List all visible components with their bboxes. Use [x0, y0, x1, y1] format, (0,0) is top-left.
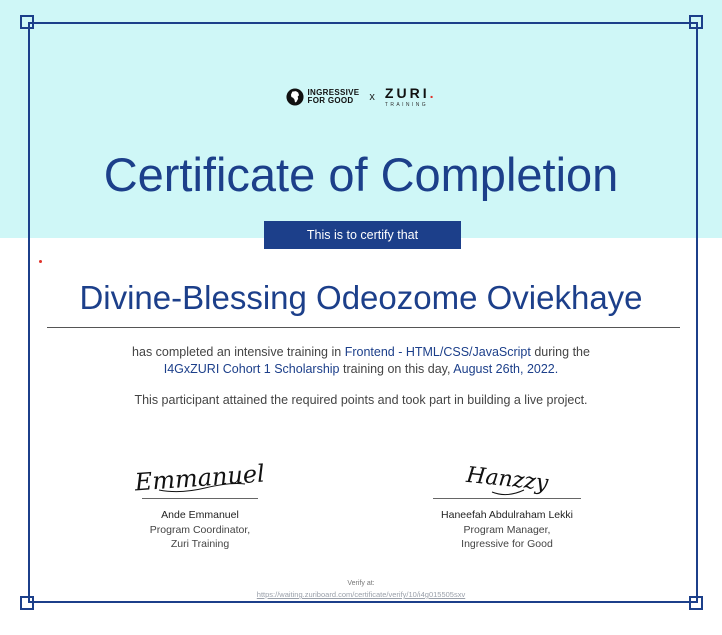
signature-text-right: Hanzzy: [465, 462, 550, 497]
ifg-line-2: FOR GOOD: [307, 96, 354, 105]
project-statement: This participant attained the required points and took part in building a live project.: [134, 393, 588, 407]
program-name: I4GxZURI Cohort 1 Scholarship: [163, 362, 340, 376]
signature-emmanuel: [120, 452, 280, 498]
certificate-title: Certificate of Completion: [103, 148, 619, 201]
signatory-org-right: Ingressive for Good: [461, 538, 553, 550]
signatory-left: [120, 452, 280, 551]
desc-mid: during the: [534, 345, 590, 359]
corner-ornament-top-right: [689, 15, 703, 29]
signature-hanzzy: [427, 452, 587, 498]
completion-description: [90, 344, 632, 378]
desc-prefix: has completed an intensive training in: [132, 345, 342, 359]
signature-line-left: [142, 498, 258, 499]
zuri-subtitle: TRAINING: [384, 102, 429, 108]
africa-globe-icon: [286, 88, 304, 106]
desc-mid2: training on this day,: [343, 362, 451, 376]
corner-ornament-top-left: [20, 15, 34, 29]
signatory-name-right: Haneefah Abdulraham Lekki: [441, 509, 573, 521]
signatory-role-right: Program Manager,: [463, 524, 551, 536]
verify-link[interactable]: https://waiting.zuriboard.com/certificate/verify/10/i4g015505sxv: [256, 590, 466, 599]
signatory-org-left: Zuri Training: [170, 538, 230, 550]
zuri-red-dot: .: [429, 85, 437, 101]
signatory-role-left: Program Coordinator,: [149, 524, 251, 536]
certify-banner: This is to certify that: [264, 221, 461, 249]
zuri-wordmark: ZURI: [384, 85, 430, 101]
signature-line-right: [433, 498, 581, 499]
verify-label: Verify at:: [347, 580, 375, 587]
ifg-line-1: INGRESSIVE: [307, 88, 360, 97]
signatory-name-left: Ande Emmanuel: [161, 509, 239, 521]
zuri-training-logo: [385, 86, 437, 108]
ingressive-for-good-logo: [286, 88, 360, 106]
recipient-underline: [47, 327, 680, 328]
decorative-red-dot: [39, 260, 42, 263]
logo-separator: x: [369, 91, 375, 103]
completion-date: August 26th, 2022.: [453, 362, 559, 376]
signature-text-left: Emmanuel: [133, 459, 266, 497]
course-name: Frontend - HTML/CSS/JavaScript: [344, 345, 531, 359]
partner-logos: [0, 86, 722, 108]
signatory-right: [427, 452, 587, 551]
recipient-name: Divine-Blessing Odeozome Oviekhaye: [79, 279, 643, 316]
